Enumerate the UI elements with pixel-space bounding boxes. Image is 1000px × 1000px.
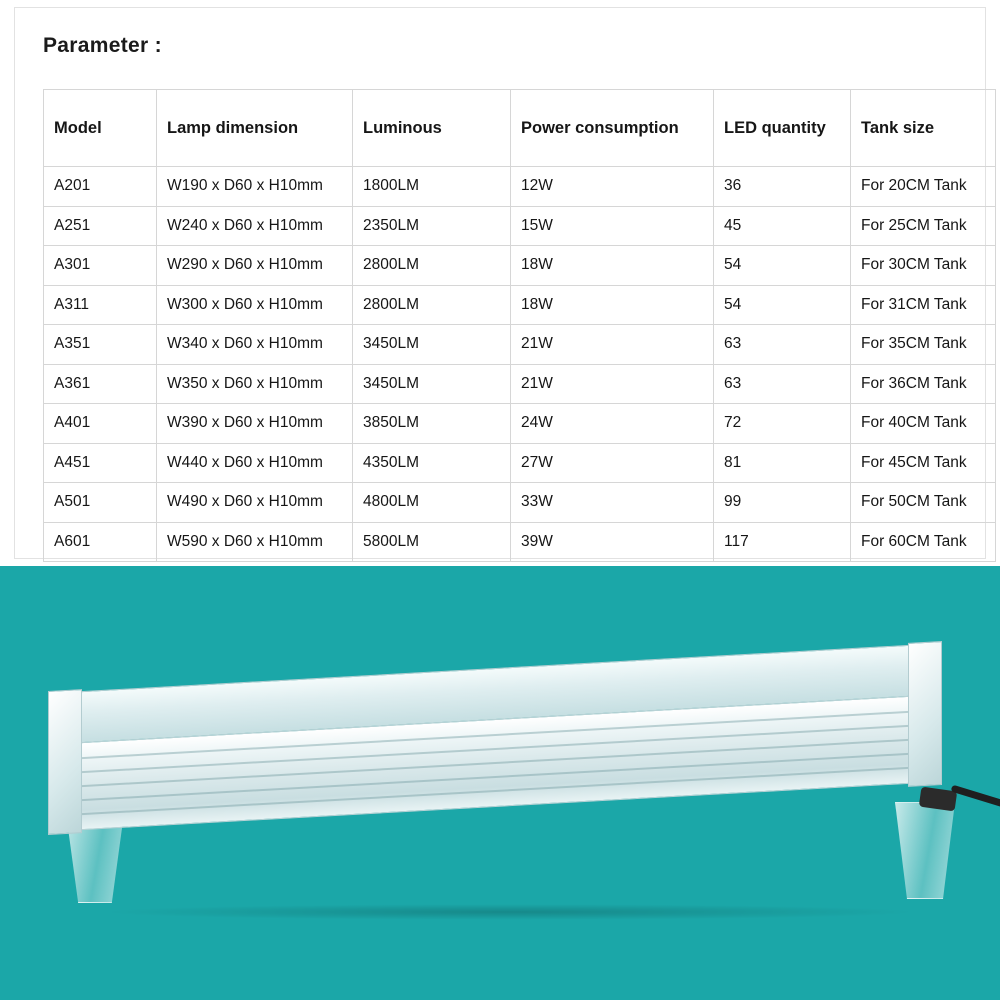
cell-power-consumption: 18W: [511, 246, 714, 286]
column-header-tank-size-label: Tank size: [861, 119, 935, 138]
product-image-aquarium-led-light: [40, 656, 980, 956]
cell-power-consumption: 24W: [511, 404, 714, 444]
cell-led-quantity: 72: [714, 404, 851, 444]
cell-tank-size: For 31CM Tank: [851, 285, 996, 325]
cell-luminous: 2800LM: [353, 246, 511, 286]
cell-model: A401: [44, 404, 157, 444]
column-header-led-quantity: [714, 90, 851, 167]
column-header-power-consumption: [511, 90, 714, 167]
cell-lamp-dimension: W240 x D60 x H10mm: [157, 206, 353, 246]
column-header-led-quantity-label: LED quantity: [724, 119, 826, 138]
table-header: [44, 90, 996, 167]
cell-led-quantity: 81: [714, 443, 851, 483]
cell-power-consumption: 18W: [511, 285, 714, 325]
cell-model: A251: [44, 206, 157, 246]
cell-led-quantity: 45: [714, 206, 851, 246]
lamp-body: [50, 643, 940, 843]
page-title: Parameter :: [43, 34, 162, 57]
cell-led-quantity: 117: [714, 522, 851, 562]
cell-led-quantity: 54: [714, 246, 851, 286]
cell-model: A601: [44, 522, 157, 562]
cell-tank-size: For 30CM Tank: [851, 246, 996, 286]
table-row: [44, 325, 996, 365]
lamp-end-cap-right: [908, 641, 942, 787]
table-row: [44, 167, 996, 207]
table-row: [44, 246, 996, 286]
product-photo-area: [0, 566, 1000, 1000]
lamp-end-cap-left: [48, 689, 82, 835]
cell-tank-size: For 60CM Tank: [851, 522, 996, 562]
cell-luminous: 4800LM: [353, 483, 511, 523]
table-row: [44, 364, 996, 404]
cell-luminous: 1800LM: [353, 167, 511, 207]
table-row: [44, 443, 996, 483]
cell-luminous: 4350LM: [353, 443, 511, 483]
cell-led-quantity: 36: [714, 167, 851, 207]
cell-lamp-dimension: W340 x D60 x H10mm: [157, 325, 353, 365]
cell-model: A451: [44, 443, 157, 483]
cell-lamp-dimension: W390 x D60 x H10mm: [157, 404, 353, 444]
cell-tank-size: For 25CM Tank: [851, 206, 996, 246]
cell-lamp-dimension: W190 x D60 x H10mm: [157, 167, 353, 207]
specification-table: [43, 89, 996, 562]
table-row: [44, 522, 996, 562]
cell-power-consumption: 12W: [511, 167, 714, 207]
cell-power-consumption: 21W: [511, 364, 714, 404]
cell-power-consumption: 21W: [511, 325, 714, 365]
column-header-tank-size: [851, 90, 996, 167]
cell-lamp-dimension: W440 x D60 x H10mm: [157, 443, 353, 483]
column-header-model: [44, 90, 157, 167]
cell-luminous: 5800LM: [353, 522, 511, 562]
column-header-luminous-label: Luminous: [363, 119, 442, 138]
cell-model: A201: [44, 167, 157, 207]
cell-tank-size: For 35CM Tank: [851, 325, 996, 365]
column-header-model-label: Model: [54, 119, 102, 138]
table-row: [44, 285, 996, 325]
cell-model: A361: [44, 364, 157, 404]
cell-power-consumption: 27W: [511, 443, 714, 483]
cell-luminous: 3450LM: [353, 364, 511, 404]
table-header-row: [44, 90, 996, 167]
cell-power-consumption: 15W: [511, 206, 714, 246]
cell-tank-size: For 36CM Tank: [851, 364, 996, 404]
cell-luminous: 3850LM: [353, 404, 511, 444]
power-cable: [920, 789, 1000, 829]
column-header-lamp-dimension: [157, 90, 353, 167]
column-header-power-consumption-label: Power consumption: [521, 119, 679, 138]
cell-model: A351: [44, 325, 157, 365]
cell-power-consumption: 33W: [511, 483, 714, 523]
cable-wire: [951, 785, 1000, 813]
parameter-panel-border: [14, 7, 986, 559]
lamp-ridge: [51, 737, 939, 789]
table-row: [44, 206, 996, 246]
table-body: [44, 167, 996, 562]
cell-power-consumption: 39W: [511, 522, 714, 562]
cell-led-quantity: 63: [714, 325, 851, 365]
cell-lamp-dimension: W290 x D60 x H10mm: [157, 246, 353, 286]
column-header-luminous: [353, 90, 511, 167]
cell-luminous: 3450LM: [353, 325, 511, 365]
cell-lamp-dimension: W300 x D60 x H10mm: [157, 285, 353, 325]
lamp-ridge: [51, 751, 939, 803]
cell-tank-size: For 40CM Tank: [851, 404, 996, 444]
table-row: [44, 483, 996, 523]
cell-lamp-dimension: W490 x D60 x H10mm: [157, 483, 353, 523]
cell-luminous: 2350LM: [353, 206, 511, 246]
table-row: [44, 404, 996, 444]
cell-tank-size: For 45CM Tank: [851, 443, 996, 483]
cell-model: A311: [44, 285, 157, 325]
cell-lamp-dimension: W590 x D60 x H10mm: [157, 522, 353, 562]
cell-led-quantity: 63: [714, 364, 851, 404]
lamp-ridge: [51, 765, 939, 817]
cell-led-quantity: 99: [714, 483, 851, 523]
cell-led-quantity: 54: [714, 285, 851, 325]
cell-tank-size: For 50CM Tank: [851, 483, 996, 523]
cell-tank-size: For 20CM Tank: [851, 167, 996, 207]
cell-luminous: 2800LM: [353, 285, 511, 325]
product-shadow: [100, 904, 920, 920]
cell-lamp-dimension: W350 x D60 x H10mm: [157, 364, 353, 404]
cell-model: A501: [44, 483, 157, 523]
column-header-lamp-dimension-label: Lamp dimension: [167, 119, 299, 138]
cell-model: A301: [44, 246, 157, 286]
